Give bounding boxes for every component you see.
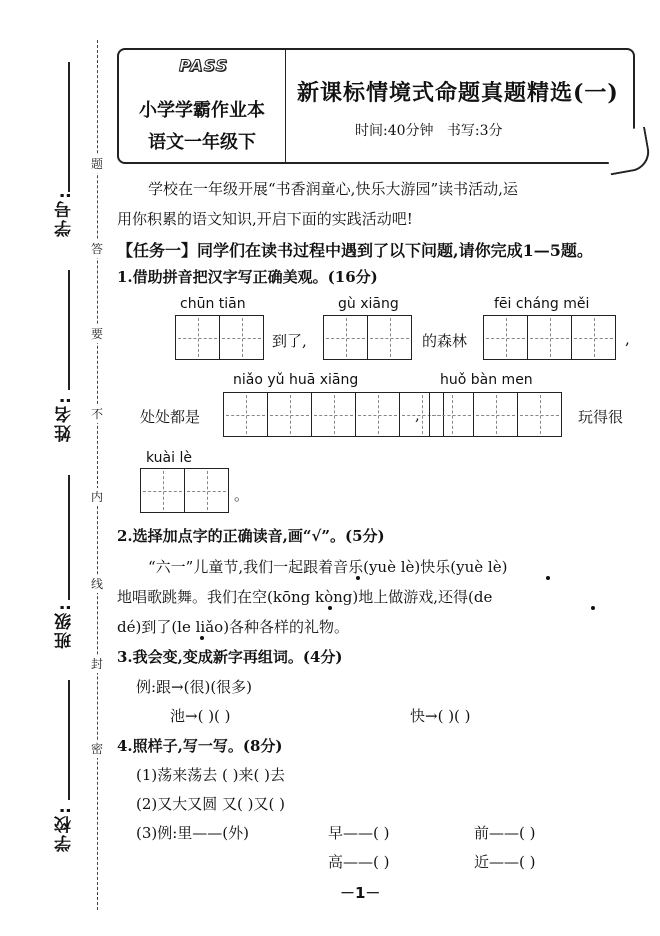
- writing-cell[interactable]: [311, 392, 356, 437]
- pinyin-chuntian: chūn tiān: [180, 296, 246, 312]
- q4-pair: 前——( ): [474, 824, 536, 842]
- q3-example: 例:跟→(很)(很多): [136, 678, 253, 696]
- emphasis-dot: [591, 606, 595, 610]
- page-title: 新课标情境式命题真题精选(一): [297, 80, 619, 106]
- writing-cell[interactable]: [175, 315, 220, 360]
- writing-cell[interactable]: [367, 315, 412, 360]
- writing-cell[interactable]: [473, 392, 518, 437]
- writing-cell[interactable]: [323, 315, 368, 360]
- q1-text: 。: [234, 486, 250, 504]
- school-line: [68, 680, 70, 800]
- page-number: －1－: [340, 884, 381, 902]
- class-label: 班级:: [55, 602, 75, 649]
- writing-cell[interactable]: [483, 315, 528, 360]
- name-line: [68, 270, 70, 390]
- q4-pair: 高——( ): [328, 853, 390, 871]
- page-curl-decoration: [604, 127, 653, 176]
- seal-char: 题: [88, 155, 106, 173]
- pinyin-guxiang: gù xiāng: [338, 296, 399, 312]
- writing-cell[interactable]: [429, 392, 474, 437]
- grid-huobanmen: [430, 392, 562, 437]
- intro-line-2: 用你积累的语文知识,开启下面的实践活动吧!: [117, 210, 413, 228]
- time-limit: 时间:40分钟 书写:3分: [355, 123, 503, 139]
- class-line: [68, 475, 70, 600]
- q3-title: 3.我会变,变成新字再组词。(4分): [117, 648, 343, 666]
- q2-line-3: dé)到了(le liǎo)各种各样的礼物。: [117, 618, 350, 636]
- q3-item-1: 池→( )( ): [170, 707, 231, 725]
- emphasis-dot: [328, 606, 332, 610]
- seal-char: 密: [88, 740, 106, 758]
- writing-cell[interactable]: [223, 392, 268, 437]
- q2-line-1: “六一”儿童节,我们一起跟着音乐(yuè lè)快乐(yuè lè): [148, 558, 508, 576]
- writing-cell[interactable]: [527, 315, 572, 360]
- emphasis-dot: [356, 576, 360, 580]
- writing-cell[interactable]: [184, 468, 229, 513]
- q1-text: ,: [415, 406, 420, 424]
- pinyin-kuaile: kuài lè: [146, 450, 192, 466]
- header-divider: [285, 50, 286, 162]
- grid-niaoyuhuaxiang: [224, 392, 444, 437]
- pinyin-huobanmen: huǒ bàn men: [440, 372, 533, 388]
- q4-item-1: (1)荡来荡去 ( )来( )去: [136, 766, 285, 784]
- pass-logo: PASS: [179, 56, 229, 75]
- q4-title: 4.照样子,写一写。(8分): [117, 737, 283, 755]
- q1-text: 到了,: [272, 332, 307, 350]
- seal-char: 不: [88, 405, 106, 423]
- q1-text: 的森林: [422, 332, 468, 350]
- pinyin-niaoyuhuaxiang: niǎo yǔ huā xiāng: [233, 372, 359, 388]
- q4-item-2: (2)又大又圆 又( )又( ): [136, 795, 285, 813]
- writing-cell[interactable]: [140, 468, 185, 513]
- q1-text: ,: [625, 330, 630, 348]
- q4-item-3: (3)例:里——(外): [136, 824, 250, 842]
- writing-cell[interactable]: [571, 315, 616, 360]
- seal-char: 答: [88, 240, 106, 258]
- q1-text: 处处都是: [140, 408, 201, 426]
- seal-char: 线: [88, 575, 106, 593]
- school-label: 学校:: [55, 805, 75, 852]
- seal-char: 封: [88, 655, 106, 673]
- seal-char: 要: [88, 325, 106, 343]
- writing-cell[interactable]: [219, 315, 264, 360]
- name-label: 姓名:: [55, 395, 75, 442]
- student-id-line: [68, 62, 70, 192]
- q1-title: 1.借助拼音把汉字写正确美观。(16分): [117, 268, 378, 286]
- emphasis-dot: [200, 636, 204, 640]
- q2-line-2: 地唱歌跳舞。我们在空(kōng kòng)地上做游戏,还得(de: [117, 588, 493, 606]
- student-id-label: 学号:: [55, 190, 75, 237]
- grid-guxiang: [324, 315, 412, 360]
- writing-cell[interactable]: [267, 392, 312, 437]
- series-name: 小学学霸作业本: [139, 100, 265, 121]
- writing-cell[interactable]: [517, 392, 562, 437]
- seal-char: 内: [88, 488, 106, 506]
- emphasis-dot: [546, 576, 550, 580]
- subject-grade: 语文一年级下: [148, 132, 256, 153]
- q3-item-2: 快→( )( ): [410, 707, 471, 725]
- grid-chuntian: [176, 315, 264, 360]
- pinyin-feichangmei: fēi cháng měi: [494, 296, 590, 312]
- task-one-heading: 【任务一】同学们在读书过程中遇到了以下问题,请你完成1—5题。: [117, 241, 593, 260]
- q4-pair: 早——( ): [328, 824, 390, 842]
- grid-feichangmei: [484, 315, 616, 360]
- q1-text: 玩得很: [578, 408, 624, 426]
- grid-kuaile: [141, 468, 229, 513]
- header-box: [117, 48, 635, 164]
- q2-title: 2.选择加点字的正确读音,画“√”。(5分): [117, 527, 385, 545]
- q4-pair: 近——( ): [474, 853, 536, 871]
- intro-line-1: 学校在一年级开展“书香润童心,快乐大游园”读书活动,运: [148, 180, 518, 198]
- writing-cell[interactable]: [355, 392, 400, 437]
